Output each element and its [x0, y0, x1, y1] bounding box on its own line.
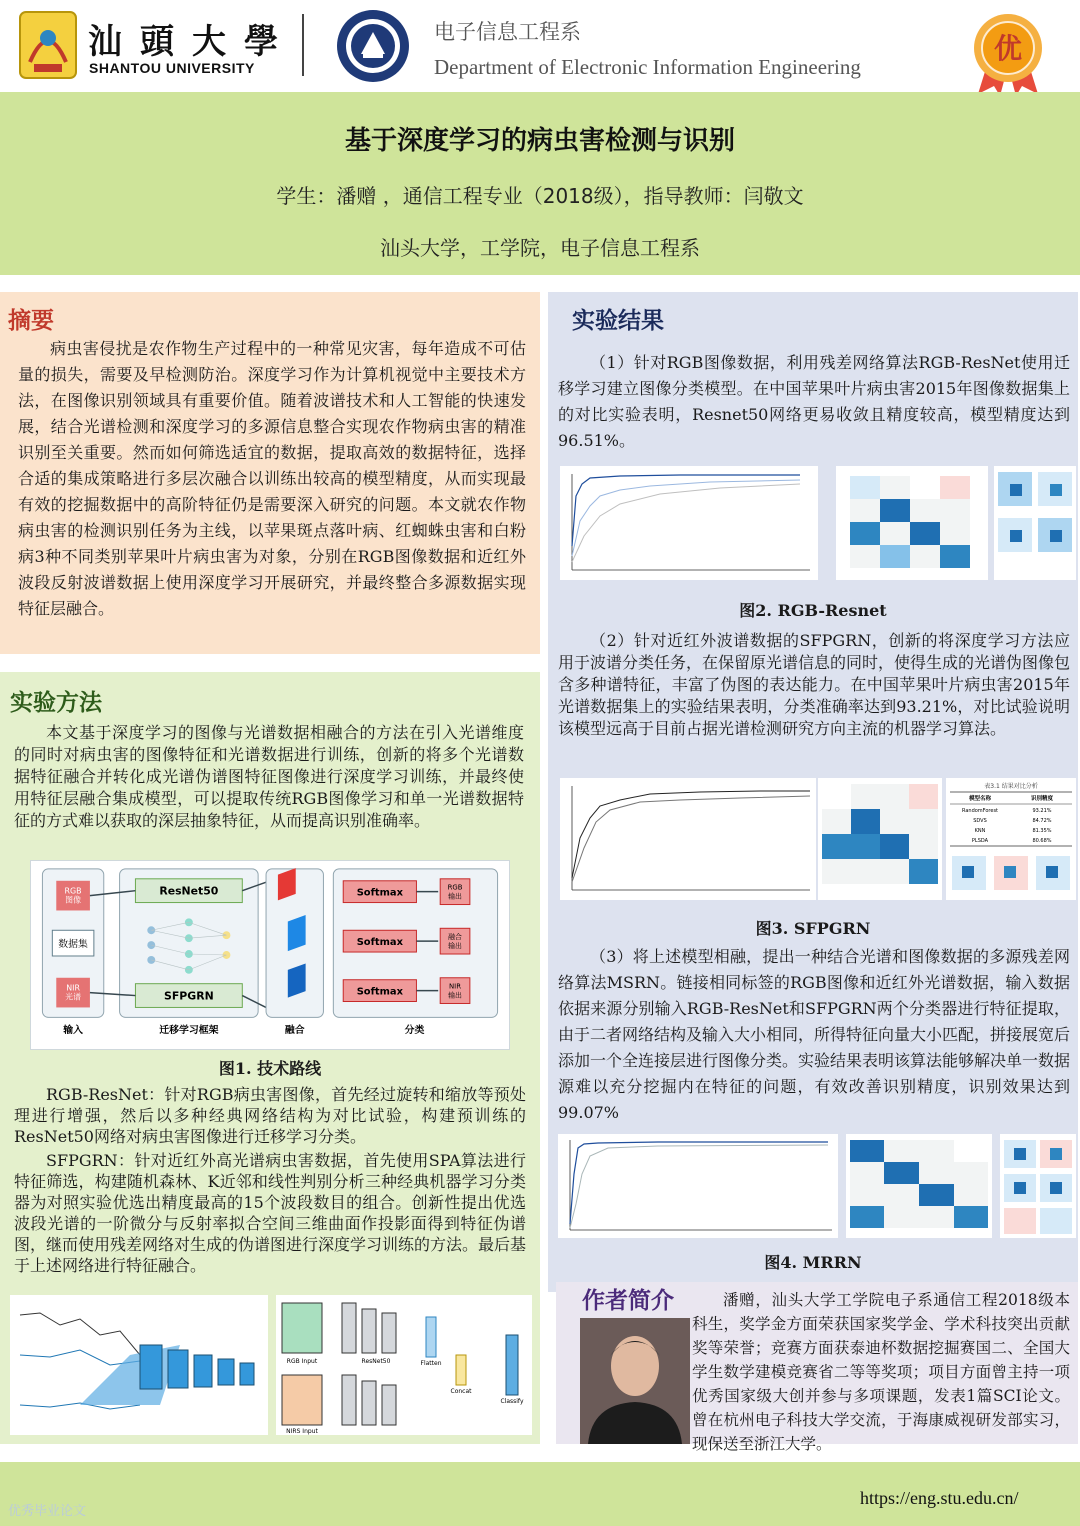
poster-subtitle: 学生：潘赠 ，通信工程专业（2018级），指导教师：闫敬文 — [276, 184, 804, 208]
transfer-stage-label: 迁移学习框架 — [159, 1025, 219, 1037]
university-name-cn: 汕頭大學 — [88, 22, 296, 62]
class-stage-label: 分类 — [404, 1025, 425, 1037]
method-heading: 实验方法 — [10, 690, 102, 716]
department-url-link[interactable]: https://eng.stu.edu.cn/ — [860, 1488, 1019, 1508]
input-stage-label: 输入 — [63, 1025, 83, 1037]
technical-route-diagram — [30, 860, 510, 1050]
university-name-en: SHANTOU UNIVERSITY — [89, 60, 255, 76]
sfpgrn-label: SFPGRN — [164, 989, 214, 1003]
excellence-badge-icon — [968, 12, 1048, 96]
poster-title: 基于深度学习的病虫害检测与识别 — [344, 126, 735, 156]
abstract-heading: 摘要 — [8, 308, 54, 334]
concat-tag: Concat — [450, 1388, 472, 1395]
rgb-accuracy-curve — [560, 466, 818, 580]
table-row-model: SDVS — [973, 818, 987, 824]
abstract-text: 病虫害侵扰是农作物生产过程中的一种常见灾害，每年造成不可估量的损失，需要及早检测防治。深度学习作为计算机视觉中主要技术方法，在图像识别领域具有重要价值。随着波谱技术和人工智能的快速发展，结合光谱检测和深度学习的多源信息整合实现农作物病虫害的精准识别至关重要。然而如何筛选适宜的数据，提取高效的数据特征，选择合适的集成策略进行多层次融合以训练出较高的模型精度，从而实现最有效的挖掘数据中的高阶特征仍是需要深入研究的问题。本文就农作物病虫害的检测识别任务为主线，以苹果斑点落叶病、红蜘蛛虫害和白粉病3种不同类别苹果叶片病虫害为对象，分别在RGB图像数据和近红外波段反射波谱数据上使用深度学习开展研究，并最终整合多源数据实现特征层融合。 — [18, 339, 526, 618]
table-row-accuracy: 84.72% — [1032, 818, 1052, 824]
sfpgrn-text: SFPGRN：针对近红外高光谱病虫害数据，首先使用SPA算法进行特征筛选，构建随机森林、K近邻和线性判别分析三种经典机器学习分类器为对照实验优选出精度最高的15个波段数目的组合。创新性提出优选波段光谱的一阶微分与反射率拟合空间三维曲面作投影面得到特征伪谱图，继而使用残差网络对生成的伪谱图进行深度学习训练的方法。最后基于上述网络进行特征融合。 — [14, 1151, 527, 1275]
abstract-panel — [0, 292, 540, 654]
nir-output-label: NIR 输出 — [448, 982, 462, 1000]
table-row-model: RandomForest — [961, 808, 999, 814]
rgb-confusion-matrix — [836, 466, 988, 580]
rgb-small-matrices — [994, 466, 1076, 580]
resnet50-tag: ResNet50 — [361, 1358, 391, 1365]
resnet50-label: ResNet50 — [159, 884, 219, 898]
nir-input-label: NIR 光谱 — [65, 983, 82, 1002]
author-photo — [580, 1318, 690, 1444]
results-text-2: （2）针对近红外波谱数据的SFPGRN，创新的将深度学习方法应用于波谱分类任务，在保留原光谱信息的同时，使得生成的光谱伪图像包含多种谱特征，丰富了伪图的表达能力。在中国苹果叶片病虫害2015年光谱数据集上的实验结果表明，分类准确率达到93.21%，对比试验说明该模型远高于目前占据光谱检测研究方向主流的机器学习算法。 — [558, 631, 1071, 738]
author-heading: 作者简介 — [582, 1288, 674, 1314]
figure-4-caption: 图4. MRRN — [764, 1253, 862, 1272]
nirs-input-tag: NIRS Input — [286, 1428, 318, 1435]
table-row-accuracy: 93.21% — [1032, 808, 1052, 814]
figure-1-caption: 图1. 技术路线 — [218, 1059, 322, 1078]
department-logo-icon — [335, 8, 411, 84]
result-table-title: 表3.1 结果对比分析 — [984, 783, 1038, 790]
poster-affiliation: 汕头大学，工学院，电子信息工程系 — [380, 236, 700, 260]
rgb-resnet-text: RGB-ResNet：针对RGB病虫害图像，首先经过旋转和缩放等预处理进行增强，然后以多种经典网络结构为对比试验，构建预训练的ResNet50网络对病虫害图像进行迁移学习分类。 — [14, 1085, 526, 1146]
mrrn-small-matrices — [1000, 1134, 1076, 1238]
header-divider — [302, 14, 304, 76]
softmax-label-1: Softmax — [356, 887, 403, 899]
flatten-tag: Flatten — [420, 1360, 442, 1367]
table-row-model: PLSDA — [971, 838, 989, 844]
table-header-accuracy: 识别精度 — [1030, 796, 1054, 802]
table-row-accuracy: 80.68% — [1032, 838, 1052, 844]
table-header-model: 模型名称 — [968, 796, 992, 802]
sfpgrn-accuracy-curve — [560, 778, 816, 900]
author-bio-text: 潘赠，汕头大学工学院电子系通信工程2018级本科生，奖学金方面荣获国家奖学金、学术科技突出贡献奖等荣誉；竞赛方面获泰迪杯数据挖掘赛国二、全国大学生数学建模竞赛省二等等奖项；项目方面曾主持一项优秀国家级大创并参与多项课题，发表1篇SCI论文。曾在杭州电子科技大学交流，于海康威视研发部实习，现保送至浙江大学。 — [692, 1291, 1070, 1453]
softmax-label-3: Softmax — [356, 986, 403, 998]
pseudo-spectrum-figure — [10, 1295, 268, 1435]
sfpgrn-result-table — [946, 778, 1076, 900]
mrrn-accuracy-curve — [558, 1134, 838, 1238]
table-row-accuracy: 81.35% — [1032, 828, 1052, 834]
dataset-label: 数据集 — [58, 939, 88, 951]
fusion-stage-label: 融合 — [284, 1025, 305, 1037]
department-name-en: Department of Electronic Information Engineering — [434, 55, 861, 79]
badge-label: 优 — [993, 32, 1023, 65]
classify-tag: Classify — [500, 1398, 524, 1405]
table-row-model: KNN — [974, 828, 986, 834]
poster-header — [0, 0, 1080, 92]
sfpgrn-confusion-matrix — [818, 778, 942, 900]
rgb-output-label: RGB 输出 — [447, 883, 463, 901]
rgb-input-tag: RGB Input — [286, 1358, 318, 1365]
figure-3-caption: 图3. SFPGRN — [755, 919, 871, 938]
method-intro-text: 本文基于深度学习的图像与光谱数据相融合的方法在引入光谱维度的同时对病虫害的图像特征和光谱数据进行训练，创新的将多个光谱数据特征融合并转化成光谱伪谱图特征图像进行深度学习训练，并最终使用特征层融合集成模型，可以提取传统RGB图像学习和单一光谱数据特征的方式难以获取的深层抽象特征，从而提高识别准确率。 — [14, 723, 524, 830]
softmax-label-2: Softmax — [356, 937, 403, 949]
figure-2-caption: 图2. RGB-Resnet — [739, 601, 887, 620]
multi-source-network-figure — [276, 1295, 532, 1435]
rgb-input-label: RGB 图像 — [64, 886, 82, 905]
fusion-output-label: 融合输出 — [448, 933, 462, 951]
results-heading: 实验结果 — [572, 308, 664, 334]
watermark-text: 优秀毕业论文 — [8, 1504, 87, 1519]
mrrn-confusion-matrix — [846, 1134, 992, 1238]
shantou-university-logo-icon — [18, 10, 78, 80]
results-text-1: （1）针对RGB图像数据，利用残差网络算法RGB-ResNet使用迁移学习建立图像分类模型。在中国苹果叶片病虫害2015年图像数据集上的对比实验表明，Resnet50网络更易收敛且精度较高，模型精度达到96.51%。 — [558, 353, 1070, 450]
department-name-cn: 电子信息工程系 — [434, 20, 581, 44]
results-text-3: （3）将上述模型相融，提出一种结合光谱和图像数据的多源残差网络算法MSRN。链接相同标签的RGB图像和近红外光谱数据，输入数据依据来源分别输入RGB-ResNet和SFPGRN两个分类器进行特征提取，由于二者网络结构及输入大小相同，所得特征向量大小匹配，拼接展宽后添加一个全连接层进行图像分类。实验结果表明该算法能够解决单一数据源难以充分挖掘内在特征的问题，有效改善识别精度，识别效果达到99.07% — [558, 947, 1071, 1122]
